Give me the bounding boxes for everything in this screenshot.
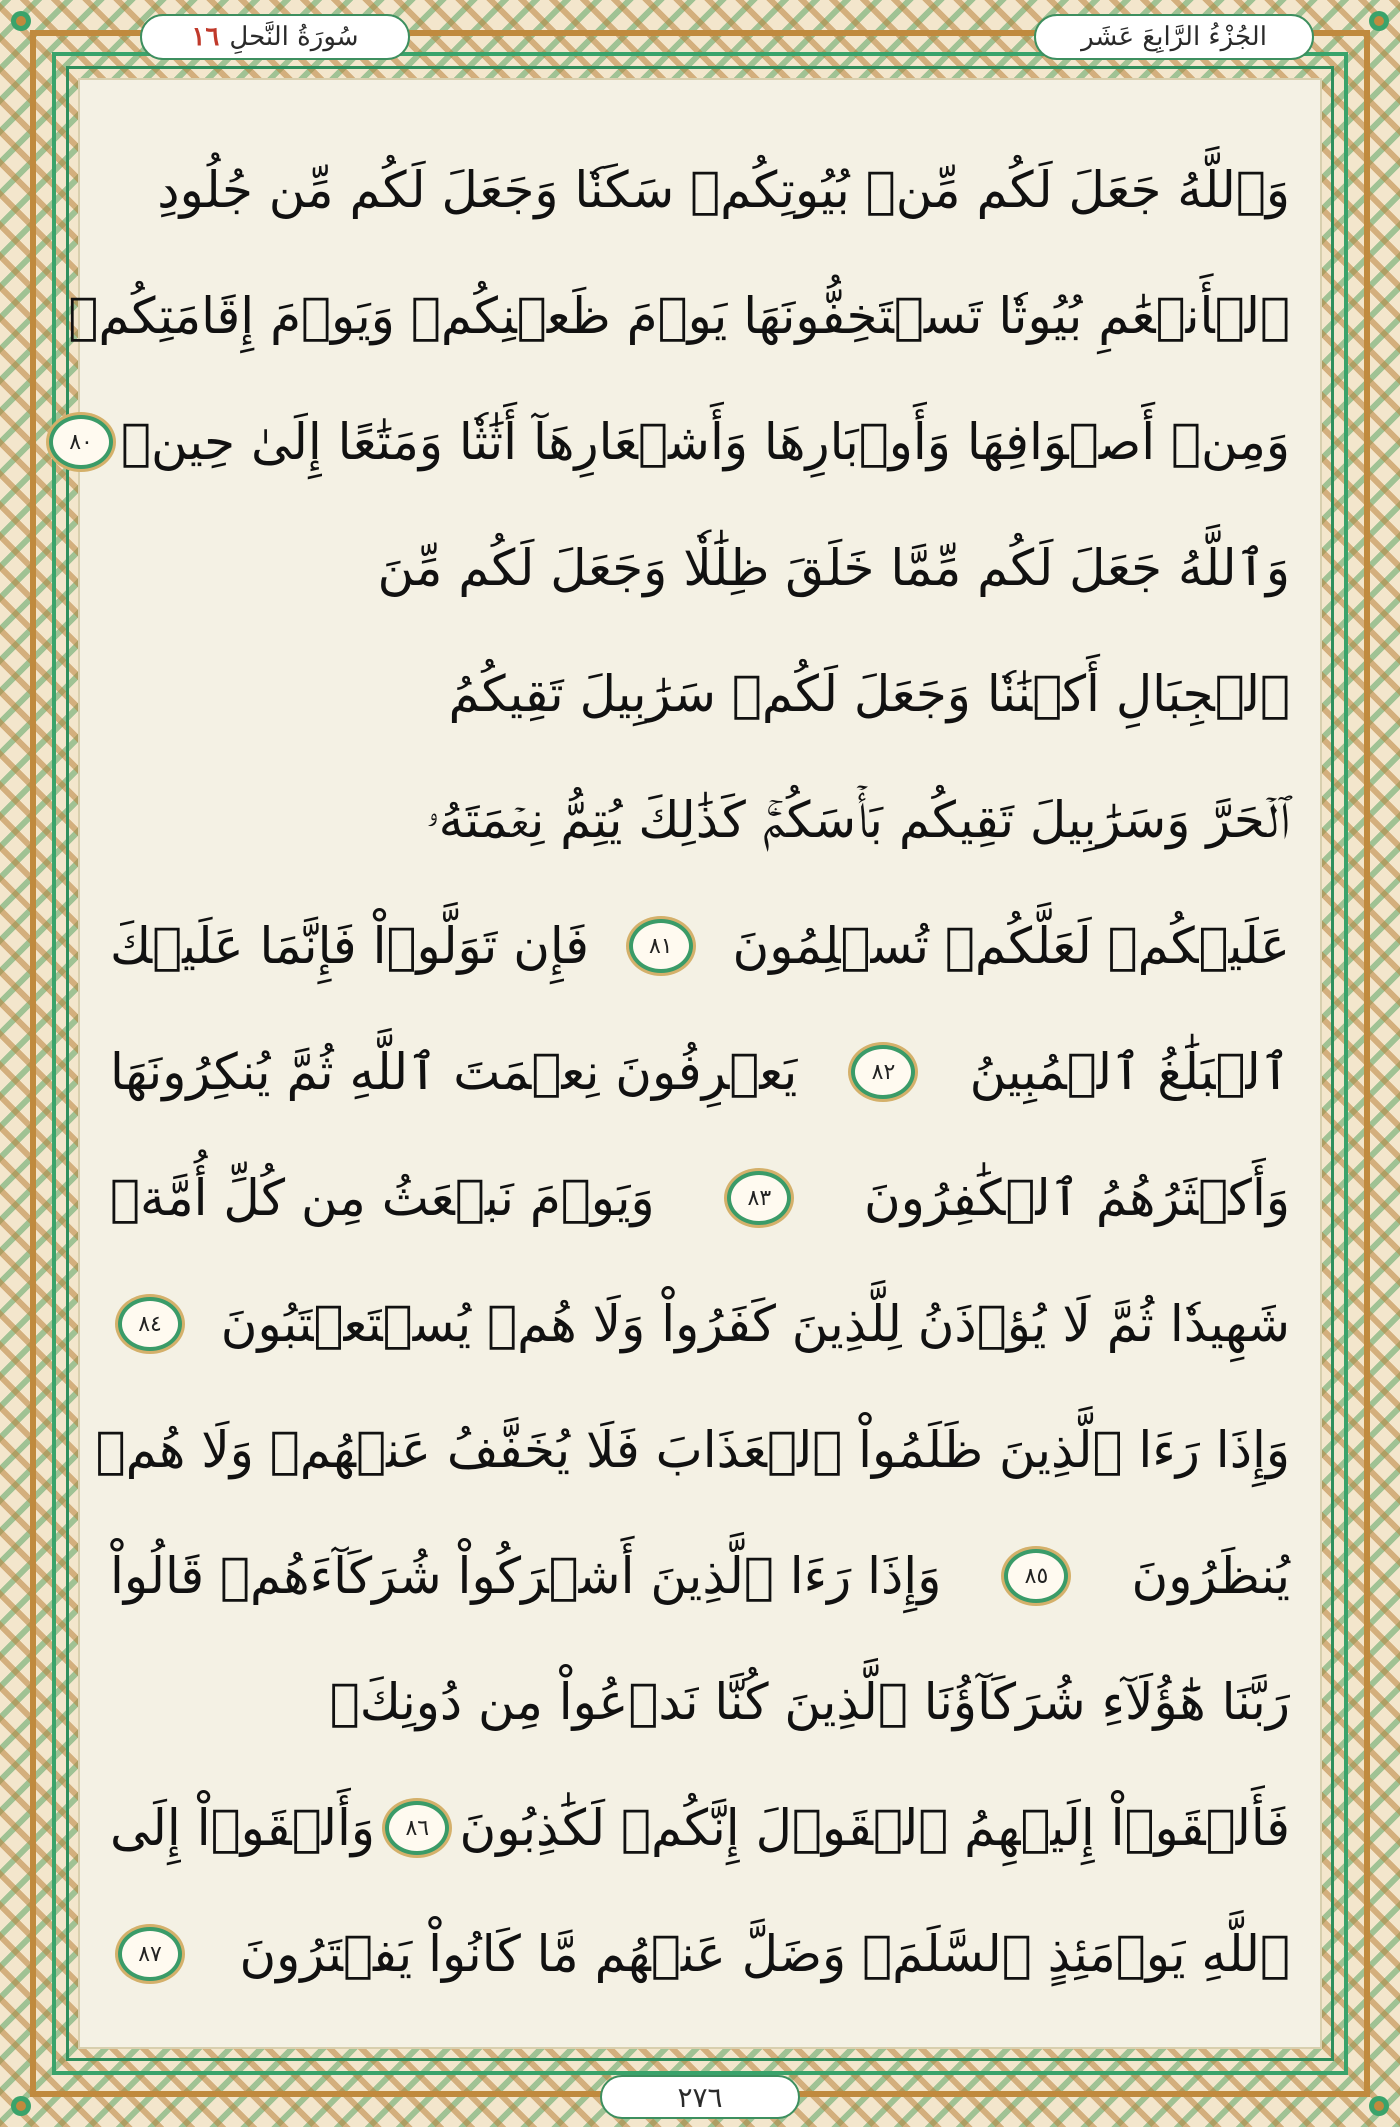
verse-text: ٱلۡبَلَٰغُ ٱلۡمُبِينُ: [969, 1043, 1290, 1101]
verse-line: [110, 639, 1290, 749]
ayah-number-marker: ٨١: [629, 919, 693, 973]
corner-flower-icon: [1366, 2093, 1392, 2119]
verse-text: ٱلۡأَنۡعَٰمِ بُيُوتٗا تَسۡتَخِفُّونَهَا يَوۡمَ ظَعۡنِكُمۡ وَيَوۡمَ إِقَامَتِكُمۡ: [68, 287, 1290, 345]
ayah-number-marker: ٨٦: [385, 1801, 449, 1855]
ayah-number-marker: ٨٧: [118, 1927, 182, 1981]
surah-label: سُورَةُ النَّحلِ: [229, 22, 359, 52]
verse-line: [69, 387, 1290, 497]
verse-text: ٱللَّهِ يَوۡمَئِذٍ ٱلسَّلَمَۖ وَضَلَّ عَنۡهُم مَّا كَانُواْ يَفۡتَرُونَ: [239, 1925, 1290, 1983]
verse-text: يَعۡرِفُونَ نِعۡمَتَ ٱللَّهِ ثُمَّ يُنكِرُونَهَا: [110, 1043, 798, 1101]
verse-text: وَيَوۡمَ نَبۡعَثُ مِن كُلِّ أُمَّةٖ: [110, 1169, 655, 1227]
verse-line: [95, 1395, 1290, 1505]
verse-text: فَأَلۡقَوۡاْ إِلَيۡهِمُ ٱلۡقَوۡلَ إِنَّكُمۡ لَكَٰذِبُونَ: [459, 1799, 1290, 1857]
verse-text: وَٱللَّهُ جَعَلَ لَكُم مِّنۢ بُيُوتِكُمۡ سَكَنٗا وَجَعَلَ لَكُم مِّن جُلُودِ: [157, 161, 1290, 219]
verse-text: وَأَكۡثَرُهُمُ ٱلۡكَٰفِرُونَ: [864, 1169, 1290, 1227]
verse-line: [110, 891, 1290, 1001]
juz-label: الجُزْءُ الرَّابِعَ عَشَر: [1081, 22, 1267, 52]
verse-line: [110, 765, 1290, 875]
corner-flower-icon: [8, 8, 34, 34]
verse-line: [110, 513, 1290, 623]
corner-flower-icon: [8, 2093, 34, 2119]
verse-line: [110, 1521, 1290, 1631]
verse-line: [68, 261, 1290, 371]
verse-text: ٱلۡحَرَّ وَسَرَٰبِيلَ تَقِيكُم بَأۡسَكُمۡۚ كَذَٰلِكَ يُتِمُّ نِعۡمَتَهُۥ: [426, 790, 1290, 849]
verse-line: [110, 1017, 1290, 1127]
ayah-number-marker: ٨٤: [118, 1297, 182, 1351]
surah-number: ١٦: [191, 22, 220, 52]
verse-text: يُنظَرُونَ: [1131, 1547, 1290, 1605]
verse-text: ٱلۡجِبَالِ أَكۡنَٰنٗا وَجَعَلَ لَكُمۡ سَرَٰبِيلَ تَقِيكُمُ: [448, 665, 1290, 723]
verse-text: شَهِيدٗا ثُمَّ لَا يُؤۡذَنُ لِلَّذِينَ كَفَرُواْ وَلَا هُمۡ يُسۡتَعۡتَبُونَ: [220, 1295, 1290, 1353]
verse-text: وَمِنۡ أَصۡوَافِهَا وَأَوۡبَارِهَا وَأَشۡعَارِهَآ أَثَٰثٗا وَمَتَٰعًا إِلَىٰ حِينٖ: [121, 413, 1290, 471]
verse-lines: [68, 135, 1290, 2017]
verse-text: وَإِذَا رَءَا ٱلَّذِينَ ظَلَمُواْ ٱلۡعَذَابَ فَلَا يُخَفَّفُ عَنۡهُمۡ وَلَا هُمۡ: [95, 1421, 1290, 1479]
verse-line: [110, 1647, 1290, 1757]
verse-line: [110, 1773, 1290, 1883]
ayah-number-marker: ٨٠: [49, 415, 113, 469]
verse-text: عَلَيۡكُمۡ لَعَلَّكُمۡ تُسۡلِمُونَ: [732, 917, 1290, 975]
verse-text: وَإِذَا رَءَا ٱلَّذِينَ أَشۡرَكُواْ شُرَكَآءَهُمۡ قَالُواْ: [110, 1547, 942, 1605]
page-number: ٢٧٦: [677, 2080, 723, 2114]
surah-header: [140, 14, 410, 60]
verse-line: [110, 135, 1290, 245]
ayah-number-marker: ٨٥: [1004, 1549, 1068, 1603]
verse-text: وَأَلۡقَوۡاْ إِلَى: [110, 1799, 375, 1857]
ayah-number-marker: ٨٢: [851, 1045, 915, 1099]
verse-line: [110, 1269, 1290, 1379]
corner-flower-icon: [1366, 8, 1392, 34]
verse-line: [110, 1143, 1290, 1253]
juz-header: [1034, 14, 1314, 60]
page-number-badge: [600, 2075, 800, 2119]
verse-line: [110, 1899, 1290, 2009]
verse-text: فَإِن تَوَلَّوۡاْ فَإِنَّمَا عَلَيۡكَ: [110, 917, 590, 975]
verse-text: وَٱللَّهُ جَعَلَ لَكُم مِّمَّا خَلَقَ ظِلَٰلٗا وَجَعَلَ لَكُم مِّنَ: [377, 539, 1290, 597]
verse-text: رَبَّنَا هَٰٓؤُلَآءِ شُرَكَآؤُنَا ٱلَّذِينَ كُنَّا نَدۡعُواْ مِن دُونِكَۖ: [329, 1673, 1290, 1731]
ayah-number-marker: ٨٣: [727, 1171, 791, 1225]
